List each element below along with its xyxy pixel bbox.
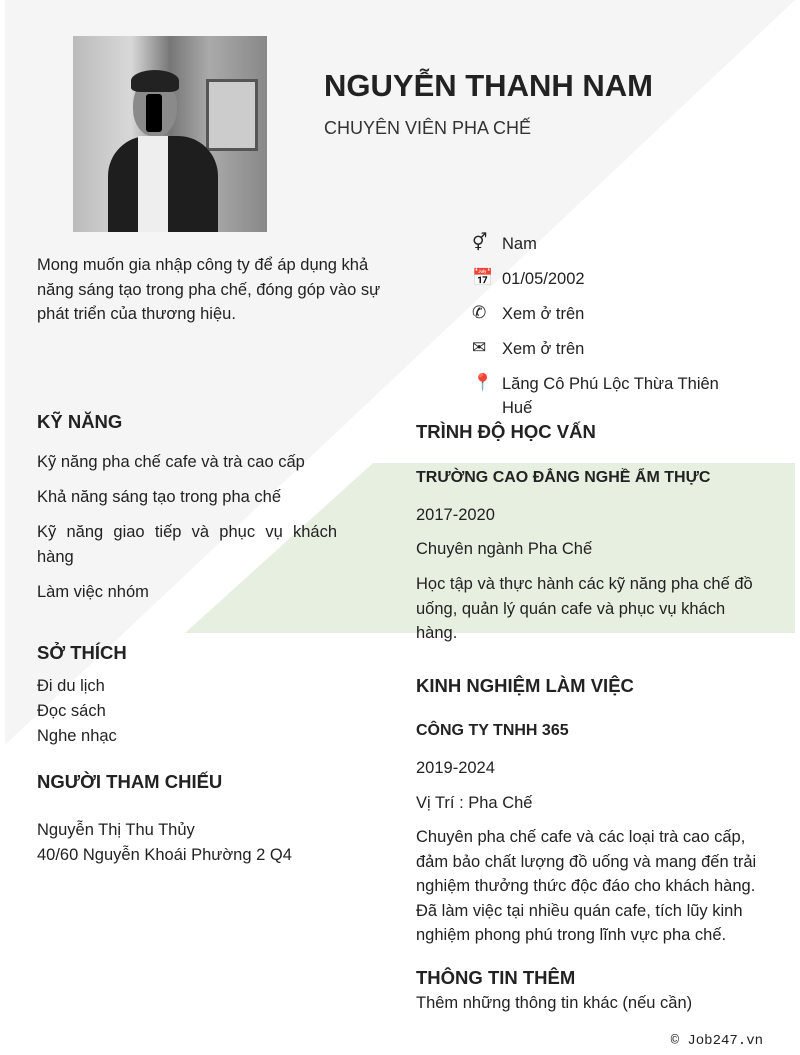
hobby-item: Đọc sách bbox=[37, 702, 106, 720]
education-period: 2017-2020 bbox=[416, 506, 495, 524]
info-gender bbox=[472, 232, 742, 256]
hobby-item: Đi du lịch bbox=[37, 677, 105, 695]
experience-position: Vị Trí : Pha Chế bbox=[416, 794, 533, 812]
education-heading: TRÌNH ĐỘ HỌC VẤN bbox=[416, 421, 596, 442]
extra-heading: THÔNG TIN THÊM bbox=[416, 967, 576, 988]
profile-photo bbox=[73, 36, 267, 232]
skill-item: Khả năng sáng tạo trong pha chế bbox=[37, 488, 282, 506]
birthdate-value: 01/05/2002 bbox=[502, 270, 585, 288]
experience-description: Chuyên pha chế cafe và các loại trà cao cấp, đảm bảo chất lượng đồ uống và mang đến trải nghiệm thưởng thức độc đáo cho khách hàng. Đã làm việc tại nhiều quán cafe, tích lũy kinh nghiệm phong phú trong lĩnh vực pha chế. bbox=[416, 828, 757, 944]
skill-item: Kỹ năng giao tiếp và phục vụ khách hàng bbox=[37, 523, 337, 566]
reference-name: Nguyễn Thị Thu Thủy bbox=[37, 821, 195, 839]
hobbies-heading: SỞ THÍCH bbox=[37, 642, 127, 663]
info-phone bbox=[472, 302, 742, 326]
career-objective: Mong muốn gia nhập công ty để áp dụng khả năng sáng tạo trong pha chế, đóng góp vào sự phát triển của thương hiệu. bbox=[37, 256, 381, 323]
references-heading: NGƯỜI THAM CHIẾU bbox=[37, 771, 223, 792]
personal-info bbox=[472, 232, 742, 431]
footer-watermark: © Job247.vn bbox=[670, 1033, 763, 1049]
education-major: Chuyên ngành Pha Chế bbox=[416, 540, 593, 558]
email-icon: ✉ bbox=[472, 338, 487, 357]
experience-company: CÔNG TY TNHH 365 bbox=[416, 722, 569, 739]
info-birthdate bbox=[472, 267, 742, 291]
reference-address: 40/60 Nguyễn Khoái Phường 2 Q4 bbox=[37, 845, 292, 864]
hobby-item: Nghe nhạc bbox=[37, 727, 117, 745]
education-school: TRƯỜNG CAO ĐẲNG NGHỀ ẨM THỰC bbox=[416, 469, 711, 486]
location-icon: 📍 bbox=[472, 373, 494, 392]
candidate-name: NGUYỄN THANH NAM bbox=[324, 68, 653, 103]
phone-icon: ✆ bbox=[472, 303, 487, 322]
skills-heading: KỸ NĂNG bbox=[37, 411, 123, 432]
skills-list bbox=[37, 450, 337, 615]
calendar-icon: 📅 bbox=[472, 268, 494, 287]
skill-item: Làm việc nhóm bbox=[37, 582, 149, 601]
info-email bbox=[472, 337, 742, 361]
info-address bbox=[472, 372, 742, 420]
phone-value: Xem ở trên bbox=[502, 305, 585, 323]
education-description: Học tập và thực hành các kỹ năng pha chế đồ uống, quản lý quán cafe và phục vụ khách hàng. bbox=[416, 575, 753, 642]
experience-period: 2019-2024 bbox=[416, 759, 495, 777]
reference-entry bbox=[37, 818, 292, 867]
hobbies-list bbox=[37, 674, 117, 749]
email-value: Xem ở trên bbox=[502, 340, 585, 358]
gender-value: Nam bbox=[502, 235, 537, 253]
experience-heading: KINH NGHIỆM LÀM VIỆC bbox=[416, 675, 634, 696]
address-value: Lăng Cô Phú Lộc Thừa Thiên Huế bbox=[502, 375, 719, 417]
skill-item: Kỹ năng pha chế cafe và trà cao cấp bbox=[37, 453, 305, 471]
job-title: CHUYÊN VIÊN PHA CHẾ bbox=[324, 118, 532, 138]
extra-text: Thêm những thông tin khác (nếu cần) bbox=[416, 994, 693, 1012]
gender-icon: ⚥ bbox=[472, 233, 488, 252]
